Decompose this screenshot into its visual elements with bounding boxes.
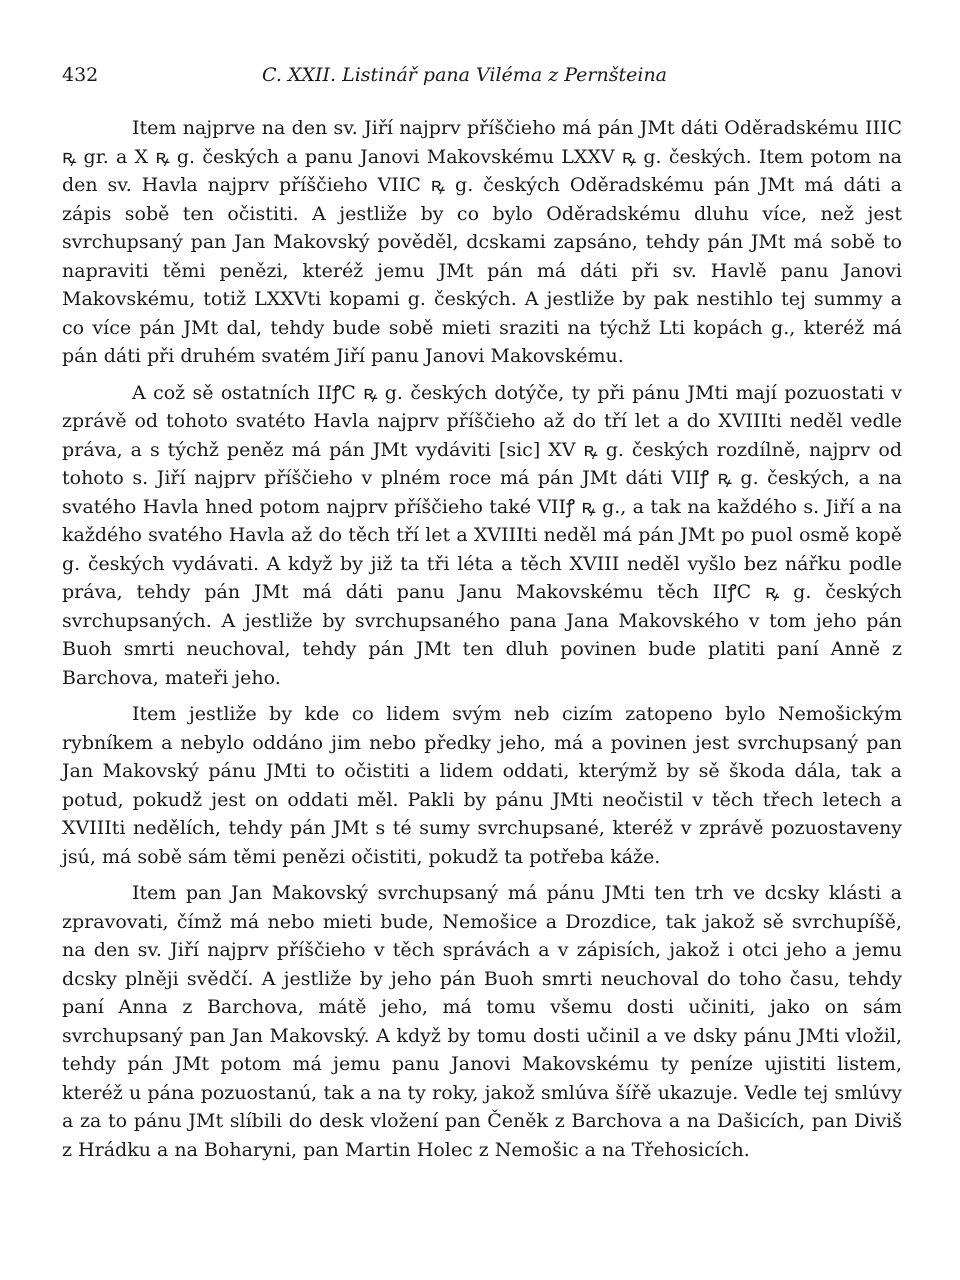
paragraph: A což sě ostatních IIꝭC ꝶ g. českých dotýče, ty při pánu JMti mají pozuostati v zprávě od tohoto svatéto Havla najprv příščieho až do tří let a do XVIIIti neděl vedle práva, a s týchž peněz má pán JMt vydáviti [sic] XV ꝶ g. českých rozdílně, najprv od tohoto s. Jiří najprv příščieho v plném roce má pán JMt dáti VIIꝭ ꝶ g. českých, a na svatého Havla hned potom najprv příščieho také VIIꝭ ꝶ g., a tak na každého s. Jiří a na každého svatého Havla až do těch tří let a XVIIIti neděl má pán JMt po puol osmě kopě g. českých vydávati. A když by již ta tři léta a těch XVIII neděl vyšlo bez nářku podle práva, tehdy pán JMt má dáti panu Janu Makovskému těch IIꝭC ꝶ g. českých svrchupsaných. A jestliže by svrchupsaného pana Jana Makovského v tom jeho pán Buoh smrti neuchoval, tehdy pán JMt ten dluh povinen bude platiti paní Anně z Barchova, mateři jeho. xyxy=(62,381,902,689)
paragraph: Item jestliže by kde co lidem svým neb cizím zatopeno bylo Nemošickým rybníkem a nebylo oddáno jim nebo předky jeho, má a povinen jest svrchupsaný pan Jan Makovský pánu JMti to očistiti a lidem oddati, kterýmž by sě škoda dála, tak a potud, pokudž jest on oddati měl. Pakli by pánu JMti neočistil v těch třech letech a XVIIIti nedělích, tehdy pán JMt s té sumy svrchupsané, kteréž v zprávě pozuostaveny jsú, má sobě sám těmi penězi očistiti, pokudž ta potřeba káže. xyxy=(62,703,902,868)
page-header xyxy=(62,64,904,86)
running-title: C. XXII. Listinář pana Viléma z Pernšteina xyxy=(262,64,668,86)
body-text xyxy=(62,114,902,1172)
paragraph: Item najprve na den sv. Jiří najprv příščieho má pán JMt dáti Oděradskému IIIC ꝶ gr. a X ꝶ g. českých a panu Janovi Makovskému LXXV ꝶ g. českých. Item potom na den sv. Havla najprv příščieho VIIC ꝶ g. českých Oděradskému pán JMt má dáti a zápis sobě ten očistiti. A jestliže by co bylo Oděradskému dluhu více, než jest svrchupsaný pan Jan Makovský pověděl, dcskami zapsáno, tehdy pán JMt má sobě to napraviti těmi penězi, kteréž jemu JMt pán má dáti při sv. Havlě panu Janovi Makovskému, totiž LXXVti kopami g. českých. A jestliže by pak nestihlo tej summy a co více pán JMt dal, tehdy bude sobě mieti sraziti na týchž Lti kopách g., kteréž má pán dáti při druhém svatém Jiří panu Janovi Makovskému. xyxy=(62,117,902,367)
page-number: 432 xyxy=(62,64,99,86)
paragraph: Item pan Jan Makovský svrchupsaný má pánu JMti ten trh ve dcsky klásti a zpravovati, čímž má nebo mieti bude, Nemošice a Drozdice, tak jakož sě svrchupíšě, na den sv. Jiří najprv příščieho v těch správách a v zápisích, jakož i otci jeho a jemu dcsky plněji svědčí. A jestliže by jeho pán Buoh smrti neuchoval do toho času, tehdy paní Anna z Barchova, mátě jeho, má tomu všemu dosti učiniti, jako on sám svrchupsaný pan Jan Makovský. A když by tomu dosti učinil a ve dsky pánu JMti vložil, tehdy pán JMt potom má jemu panu Janovi Makovskému ty peníze ujistiti listem, kteréž u pána pozuostanú, tak a na ty roky, jakož smlúva šířě ukazuje. Vedle tej smlúvy a za to pánu JMt slíbili do desk vložení pan Čeněk z Barchova a na Dašicích, pan Diviš z Hrádku a na Boharyni, pan Martin Holec z Nemošic a na Třehosicích. xyxy=(62,882,902,1161)
